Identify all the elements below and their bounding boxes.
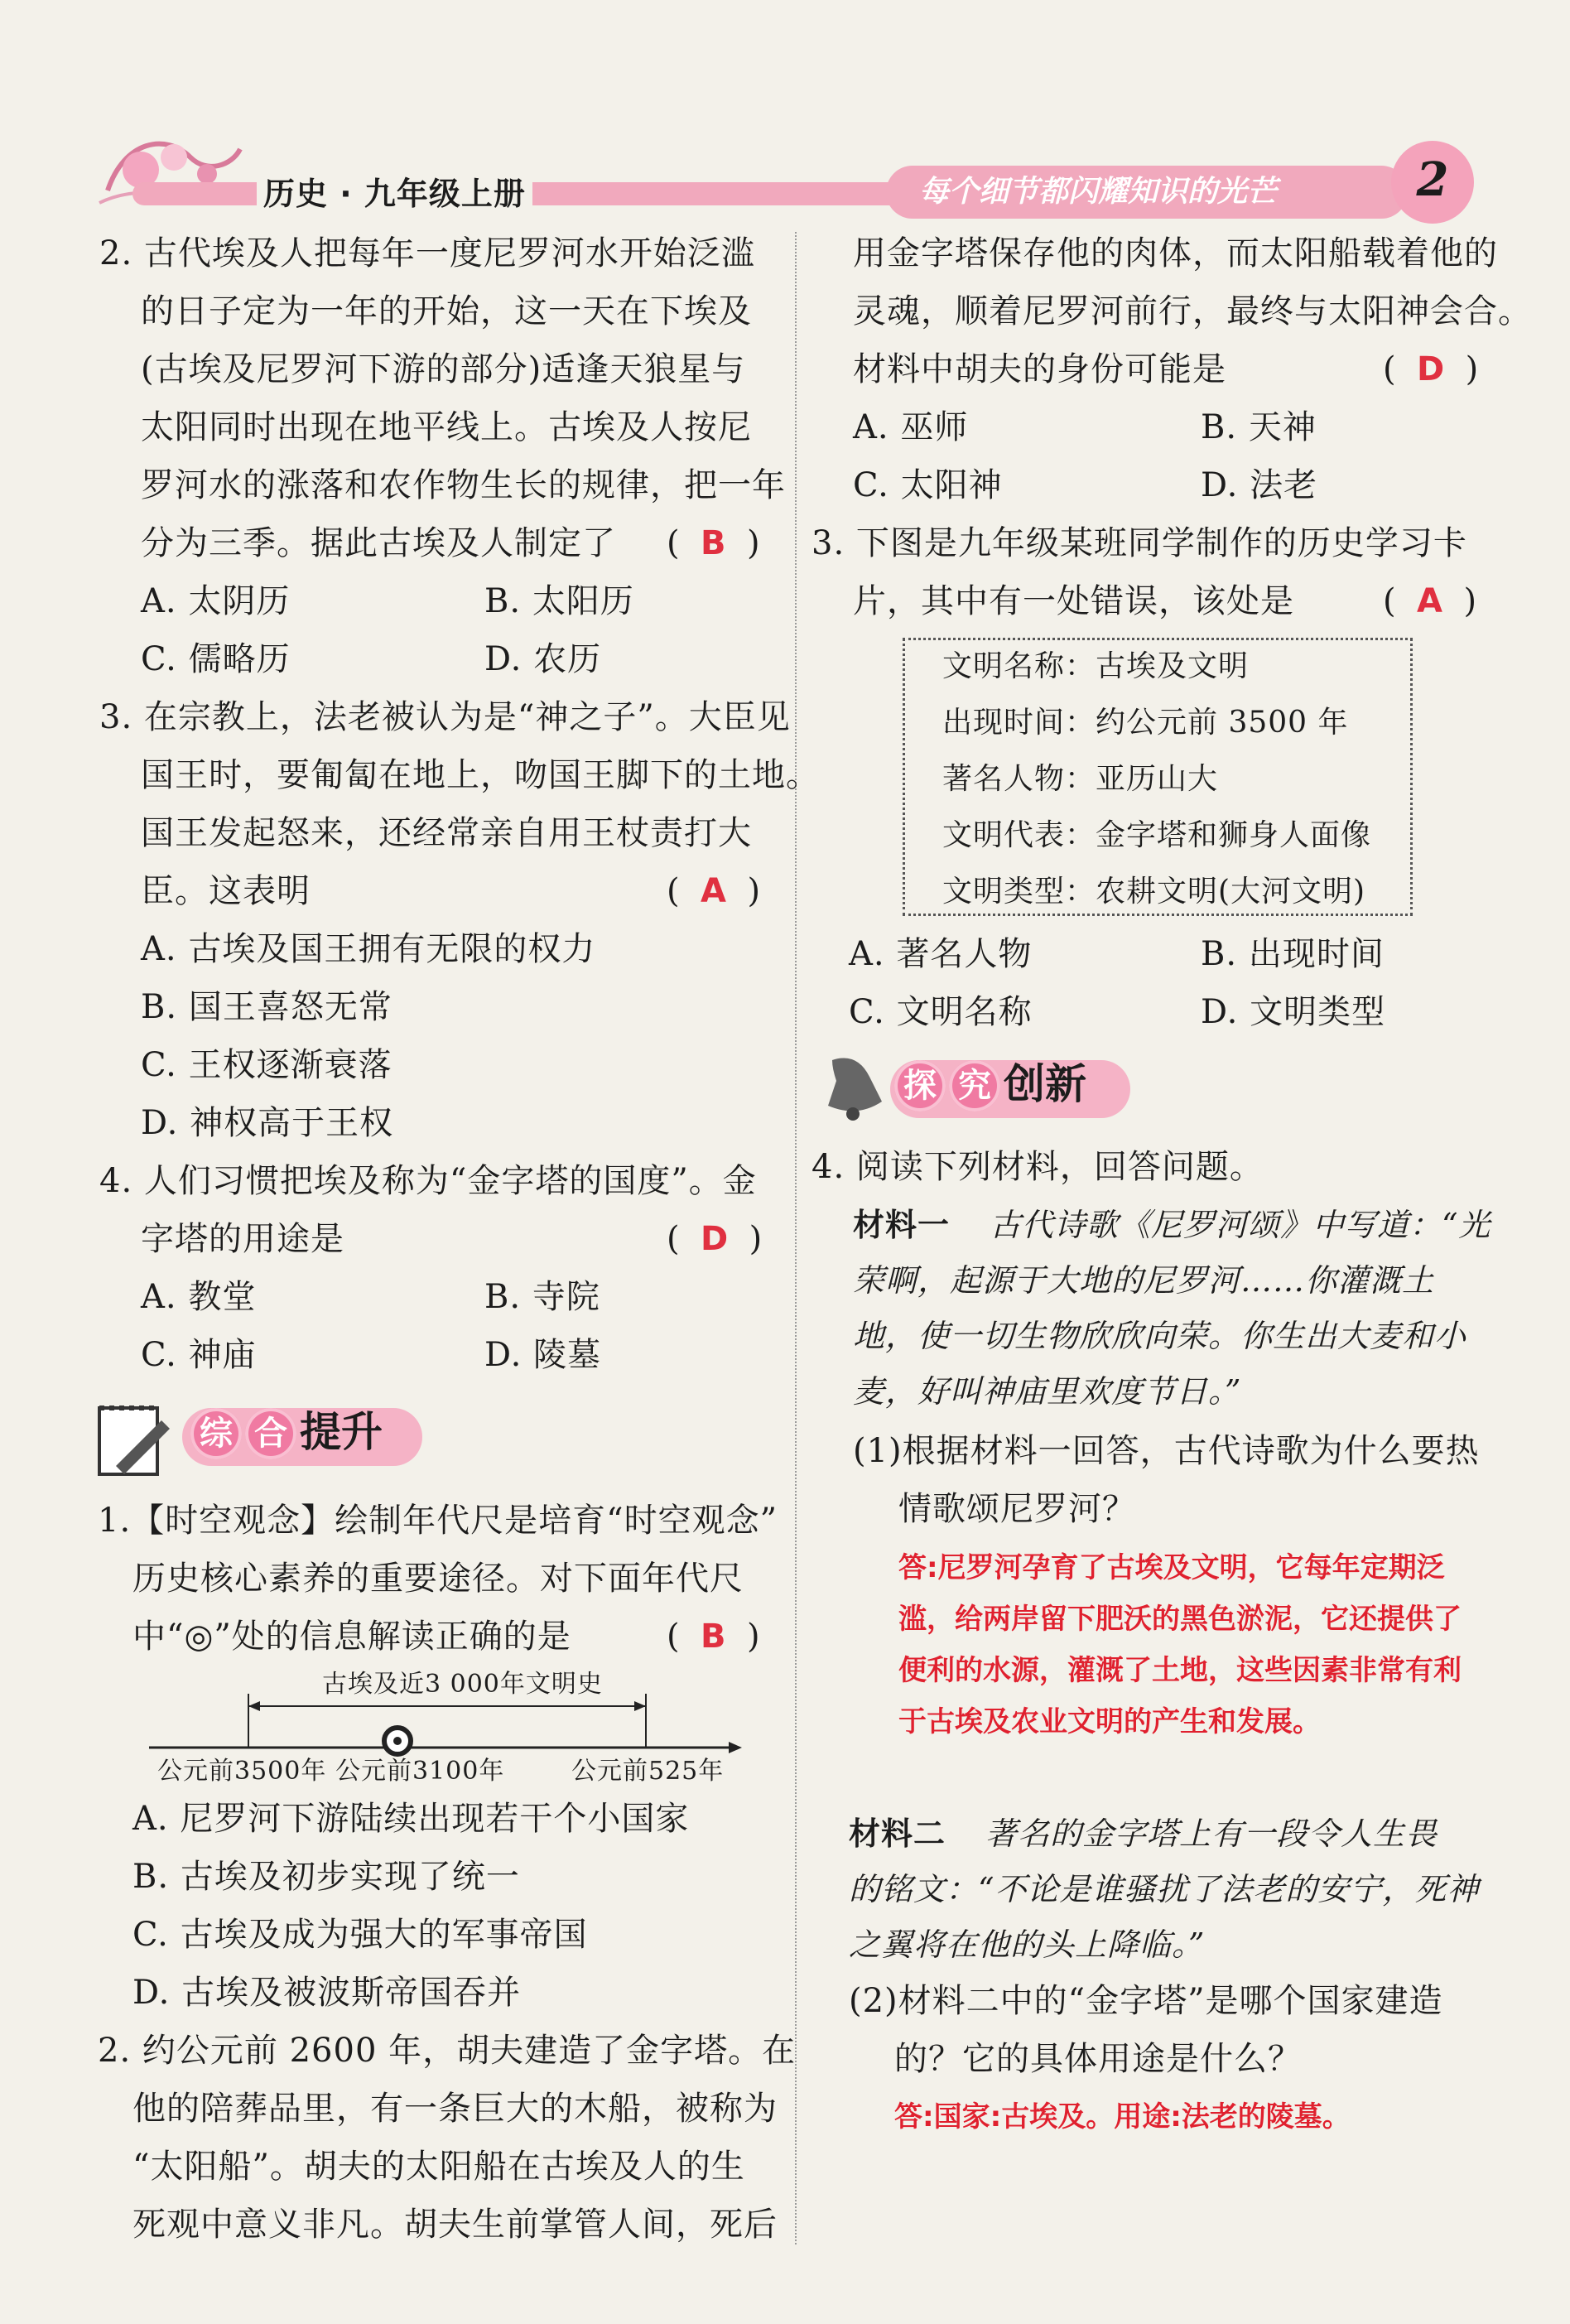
s2-cont-line: 材料中胡夫的身份可能是 bbox=[853, 350, 1226, 388]
page-number: 2 bbox=[1416, 152, 1449, 207]
q4-option[interactable]: B. 寺院 bbox=[484, 1278, 600, 1316]
header-slogan-box bbox=[886, 166, 1408, 219]
s1-option[interactable]: A. 尼罗河下游陆续出现若干个小国家 bbox=[132, 1800, 690, 1838]
section-char: 合 bbox=[245, 1408, 296, 1459]
card-line: 文明类型：农耕文明(大河文明) bbox=[942, 875, 1366, 909]
q1-line: (1)根据材料一回答，古代诗歌为什么要热 bbox=[853, 1432, 1480, 1470]
q3-option[interactable]: B. 国王喜怒无常 bbox=[141, 988, 392, 1026]
q3-option[interactable]: C. 王权逐渐衰落 bbox=[141, 1046, 392, 1084]
q3-line: 国王发起怒来，还经常亲自用王杖责打大 bbox=[141, 814, 752, 852]
q2-line: 罗河水的涨落和农作物生长的规律，把一年 bbox=[141, 466, 786, 504]
s2-option[interactable]: B. 天神 bbox=[1201, 408, 1317, 446]
timeline-label: 公元前3500年 bbox=[157, 1757, 327, 1786]
q4-answer-paren: ( D ) bbox=[667, 1220, 763, 1258]
q4-option[interactable]: C. 神庙 bbox=[141, 1336, 257, 1374]
s3-answer: A bbox=[1417, 582, 1443, 620]
q2-line: 2. 古代埃及人把每年一度尼罗河水开始泛滥 bbox=[99, 234, 755, 272]
q2-sub-line: 的？它的具体用途是什么？ bbox=[894, 2040, 1302, 2078]
q3-option[interactable]: A. 古埃及国王拥有无限的权力 bbox=[141, 930, 596, 968]
section-rest: 提升 bbox=[300, 1408, 383, 1456]
s3-option[interactable]: B. 出现时间 bbox=[1201, 935, 1385, 973]
card-line: 文明名称：古埃及文明 bbox=[942, 649, 1250, 683]
material1-line: 地，使一切生物欣欣向荣。你生出大麦和小 bbox=[853, 1318, 1467, 1354]
q3-line: 国王时，要匍匐在地上，吻国王脚下的土地。 bbox=[141, 756, 820, 794]
s2-line: 2. 约公元前 2600 年，胡夫建造了金字塔。在 bbox=[98, 2032, 797, 2070]
column-divider bbox=[795, 232, 797, 2244]
q2-option[interactable]: A. 太阴历 bbox=[141, 582, 291, 620]
timeline-label: 公元前525年 bbox=[571, 1757, 725, 1786]
q2-option[interactable]: D. 农历 bbox=[484, 640, 602, 678]
material2-line: 著名的金字塔上有一段令人生畏 bbox=[985, 1815, 1438, 1852]
q2-sub-line: (2)材料二中的“金字塔”是哪个国家建造 bbox=[849, 1982, 1443, 2020]
q2-answer-paren: ( B ) bbox=[667, 524, 760, 562]
s4-intro: 4. 阅读下列材料，回答问题。 bbox=[811, 1148, 1264, 1186]
s2-option[interactable]: D. 法老 bbox=[1201, 466, 1318, 504]
s3-option[interactable]: C. 文明名称 bbox=[849, 993, 1033, 1031]
s2-line: 死观中意义非凡。胡夫生前掌管人间，死后 bbox=[132, 2206, 778, 2244]
s2-answer-paren: ( D ) bbox=[1383, 350, 1479, 388]
answer1-line: 滥，给两岸留下肥沃的黑色淤泥，它还提供了 bbox=[898, 1603, 1462, 1636]
s1-line: 中“◎”处的信息解读正确的是 bbox=[132, 1618, 571, 1656]
card-line: 著名人物：亚历山大 bbox=[942, 762, 1219, 796]
q2-line: 太阳同时出现在地平线上。古埃及人按尼 bbox=[141, 408, 752, 446]
answer1-line: 于古埃及农业文明的产生和发展。 bbox=[898, 1705, 1321, 1738]
section-rest: 创新 bbox=[1004, 1060, 1086, 1108]
s2-option[interactable]: C. 太阳神 bbox=[853, 466, 1003, 504]
section-title-synthesis bbox=[190, 1406, 383, 1459]
header-slogan: 每个细节都闪耀知识的光芒 bbox=[919, 175, 1278, 209]
material1-line: 麦，好叫神庙里欢度节日。” bbox=[853, 1373, 1242, 1410]
q2-line: 的日子定为一年的开始，这一天在下埃及 bbox=[141, 292, 752, 330]
q3-line: 3. 在宗教上，法老被认为是“神之子”。大臣见 bbox=[99, 698, 791, 736]
s1-option[interactable]: D. 古埃及被波斯帝国吞并 bbox=[132, 1974, 522, 2012]
q2-line: (古埃及尼罗河下游的部分)适逢天狼星与 bbox=[141, 350, 746, 388]
s3-option[interactable]: D. 文明类型 bbox=[1201, 993, 1386, 1031]
s2-cont-line: 灵魂，顺着尼罗河前行，最终与太阳神会合。 bbox=[853, 292, 1532, 330]
q1-line: 情歌颂尼罗河？ bbox=[898, 1490, 1136, 1528]
material1-label: 材料一 bbox=[853, 1207, 951, 1243]
q3-line: 臣。这表明 bbox=[141, 872, 311, 910]
timeline-span-label: 古埃及近3 000年文明史 bbox=[319, 1665, 606, 1704]
s2-option[interactable]: A. 巫师 bbox=[853, 408, 969, 446]
card-line: 文明代表：金字塔和狮身人面像 bbox=[942, 818, 1372, 852]
s3-line: 片，其中有一处错误，该处是 bbox=[853, 582, 1294, 620]
section-char: 综 bbox=[190, 1408, 242, 1459]
s1-line: 历史核心素养的重要途径。对下面年代尺 bbox=[132, 1560, 744, 1598]
section-title-inquiry bbox=[894, 1058, 1086, 1111]
q2-option[interactable]: B. 太阳历 bbox=[484, 582, 634, 620]
s2-answer: D bbox=[1417, 350, 1445, 388]
answer2: 答:国家:古埃及。用途:法老的陵墓。 bbox=[894, 2100, 1351, 2134]
s2-cont-line: 用金字塔保存他的肉体，而太阳船载着他的 bbox=[853, 234, 1498, 272]
material1-line: 荣啊，起源于大地的尼罗河……你灌溉土 bbox=[853, 1262, 1435, 1299]
q4-option[interactable]: A. 教堂 bbox=[141, 1278, 257, 1316]
q3-answer: A bbox=[701, 872, 727, 910]
s2-line: 他的陪葬品里，有一条巨大的木船，被称为 bbox=[132, 2090, 778, 2128]
material2-line: 的铭文：“不论是谁骚扰了法老的安宁，死神 bbox=[849, 1871, 1480, 1907]
s1-answer: B bbox=[701, 1618, 726, 1656]
q4-line: 4. 人们习惯把埃及称为“金字塔的国度”。金 bbox=[99, 1162, 757, 1200]
material2-label: 材料二 bbox=[849, 1815, 946, 1852]
s3-answer-paren: ( A ) bbox=[1383, 582, 1477, 620]
s1-option[interactable]: C. 古埃及成为强大的军事帝国 bbox=[132, 1916, 588, 1954]
material1-line: 古代诗歌《尼罗河颂》中写道：“光 bbox=[990, 1207, 1491, 1243]
bell-icon bbox=[807, 1044, 890, 1126]
notebook-icon bbox=[91, 1400, 174, 1483]
page-number-badge bbox=[1391, 141, 1474, 224]
q2-option[interactable]: C. 儒略历 bbox=[141, 640, 291, 678]
s1-answer-paren: ( B ) bbox=[667, 1618, 760, 1656]
q2-answer: B bbox=[701, 524, 726, 562]
answer1-line: 便利的水源，灌溉了土地，这些因素非常有利 bbox=[898, 1654, 1462, 1687]
header-title: 历史 · 九年级上册 bbox=[257, 174, 532, 214]
s1-line: 1.【时空观念】绘制年代尺是培育“时空观念” bbox=[98, 1502, 778, 1540]
section-char: 究 bbox=[949, 1060, 1000, 1111]
q3-option[interactable]: D. 神权高于王权 bbox=[141, 1104, 394, 1142]
s3-line: 3. 下图是九年级某班同学制作的历史学习卡 bbox=[811, 524, 1467, 562]
card-line: 出现时间：约公元前 3500 年 bbox=[942, 706, 1349, 740]
timeline-label: 公元前3100年 bbox=[335, 1757, 505, 1786]
s1-option[interactable]: B. 古埃及初步实现了统一 bbox=[132, 1858, 520, 1896]
q4-line: 字塔的用途是 bbox=[141, 1220, 344, 1258]
s2-line: “太阳船”。胡夫的太阳船在古埃及人的生 bbox=[132, 2148, 745, 2186]
q2-line: 分为三季。据此古埃及人制定了 bbox=[141, 524, 616, 562]
q4-answer: D bbox=[701, 1220, 729, 1258]
material2-line: 之翼将在他的头上降临。” bbox=[849, 1926, 1206, 1963]
q4-option[interactable]: D. 陵墓 bbox=[484, 1336, 602, 1374]
answer1-line: 答:尼罗河孕育了古埃及文明，它每年定期泛 bbox=[898, 1551, 1445, 1584]
section-char: 探 bbox=[894, 1060, 946, 1111]
q3-answer-paren: ( A ) bbox=[667, 872, 761, 910]
s3-option[interactable]: A. 著名人物 bbox=[849, 935, 1033, 973]
study-card bbox=[903, 638, 1413, 916]
